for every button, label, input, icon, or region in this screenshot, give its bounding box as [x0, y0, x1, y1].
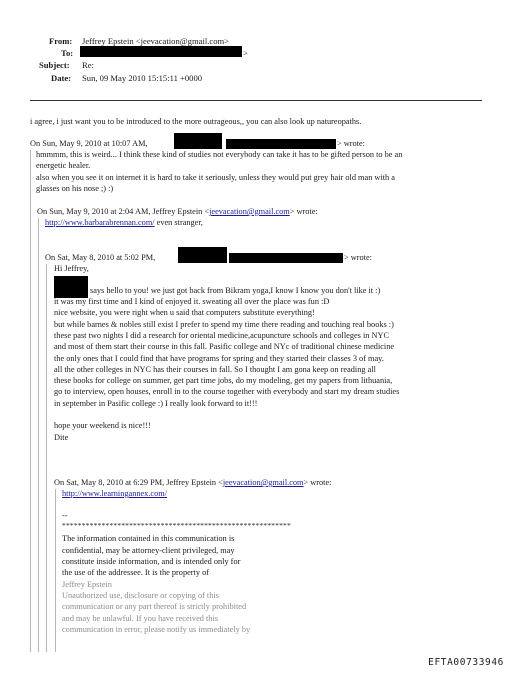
quote3-line: in september in Pasific college :) I really look forward to it!!!	[54, 399, 258, 408]
disclaimer-line: constitute inside information, and is intended only for	[62, 557, 241, 566]
redaction-block	[80, 46, 242, 57]
redaction-block	[229, 253, 343, 263]
quote-bar	[46, 264, 47, 652]
quote4-attribution: On Sat, May 8, 2010 at 6:29 PM, Jeffrey Epstein <jeevacation@gmail.com> wrote:	[54, 478, 332, 487]
barbarabrennan-link[interactable]: http://www.barbarabrennan.com/	[45, 218, 155, 227]
from-value: Jeffrey Epstein <jeevacation@gmail.com>	[82, 36, 230, 46]
quote3-line: these past two nights I did a research for oriental medicine,acupuncture schools and colleges in NYC	[54, 331, 389, 340]
quote1-line: glasses on his nose ;) :)	[36, 184, 114, 193]
redaction-block	[54, 276, 88, 298]
to-tail: >	[243, 48, 248, 58]
quote1-line: energetic healer.	[36, 161, 91, 170]
quote3-line: and most of them start their course in this fall. Pasific college and NYc of traditional chinese medicine	[54, 342, 395, 351]
disclaimer-line: Unauthorized use, disclosure or copying of this	[62, 591, 219, 600]
disclaimer-line: Jeffrey Epstein	[62, 580, 112, 589]
document-id: EFTA00733946	[428, 657, 504, 668]
email-link[interactable]: jeevacation@gmail.com	[222, 478, 304, 487]
quote2-link-line: http://www.barbarabrennan.com/ even stranger,	[45, 218, 203, 227]
disclaimer-line: and may be unlawful. If you have received this	[62, 614, 218, 623]
quote1-line: also when you see it on internet it is hard to take it seriously, unless they would put grey hair old man with a	[36, 173, 395, 182]
quote-bar	[30, 150, 31, 652]
quote3-line: these books for college on summer, get part time jobs, do my modeling, get my papers from lithuania,	[54, 376, 393, 385]
quote1-line: hmmmm, this is weird... I think these kind of studies not everybody can take it has to be gifted person to be an	[36, 150, 403, 159]
date-label: Date:	[51, 73, 72, 83]
to-label: To:	[61, 48, 74, 58]
subject-value: Re:	[82, 60, 94, 70]
redaction-block	[174, 133, 222, 149]
redaction-block	[226, 139, 336, 149]
reply-text: i agree, i just want you to be introduced to the more outrageous,, you can also look up natureopaths.	[30, 117, 362, 126]
subject-label: Subject:	[39, 60, 70, 70]
signature-dash: --	[62, 511, 68, 520]
quote2-attribution: On Sun, May 9, 2010 at 2:04 AM, Jeffrey Epstein <jeevacation@gmail.com> wrote:	[37, 207, 318, 216]
stars-separator: **********************************************************	[62, 521, 291, 530]
header-divider	[30, 100, 482, 101]
date-value: Sun, 09 May 2010 15:15:11 +0000	[82, 73, 203, 83]
quote3-line: but while barnes & nobles still exist I prefer to spend my time there reading and touching real books :)	[54, 320, 394, 329]
quote3-line: it was my first time and I kind of enjoyed it. sweating all over the place was fun :D	[54, 297, 330, 306]
quote3-attribution-end: > wrote:	[344, 253, 372, 262]
quote3-line: nice website, you were right when u said that computers substitute everything!	[54, 308, 315, 317]
quote1-attribution-end: > wrote:	[337, 139, 365, 148]
quote3-greeting: Hi Jeffrey,	[54, 264, 89, 273]
disclaimer-line: confidential, may be attorney-client privileged, may	[62, 546, 235, 555]
learningannex-link: http://www.learningannex.com/	[62, 489, 167, 498]
quote3-line: the only ones that I could find that have programs for spring and they started their classes 3 of may.	[54, 354, 384, 363]
quote3-attribution: On Sat, May 8, 2010 at 5:02 PM,	[45, 253, 156, 262]
redaction-block	[178, 247, 227, 263]
disclaimer-line: communication or any part thereof is strictly prohibited	[62, 602, 247, 611]
quote1-attribution: On Sun, May 9, 2010 at 10:07 AM,	[30, 139, 148, 148]
disclaimer-line: the use of the addressee. It is the property of	[62, 568, 209, 577]
quote3-line: all the other colleges in NYC has their courses in fall. So I thought I am gona keep on reading all	[54, 365, 376, 374]
email-link[interactable]: jeevacation@gmail.com	[209, 207, 290, 216]
quote-bar	[55, 489, 56, 652]
disclaimer-line: communication in error, please notify us immediately by	[62, 625, 251, 634]
quote3-line: go to interview, open houses, enroll in to the course together with everybody and start my dream studies	[54, 387, 400, 396]
quote-bar	[38, 218, 39, 652]
from-label: From:	[49, 36, 73, 46]
disclaimer-line: The information contained in this communication is	[62, 534, 235, 543]
quote3-closing: hope your weekend is nice!!!	[54, 421, 151, 430]
quote3-line: says hello to you! we just got back from Bikram yoga,I know I know you don't like it :)	[90, 286, 381, 295]
quote3-signature: Dite	[54, 433, 69, 442]
